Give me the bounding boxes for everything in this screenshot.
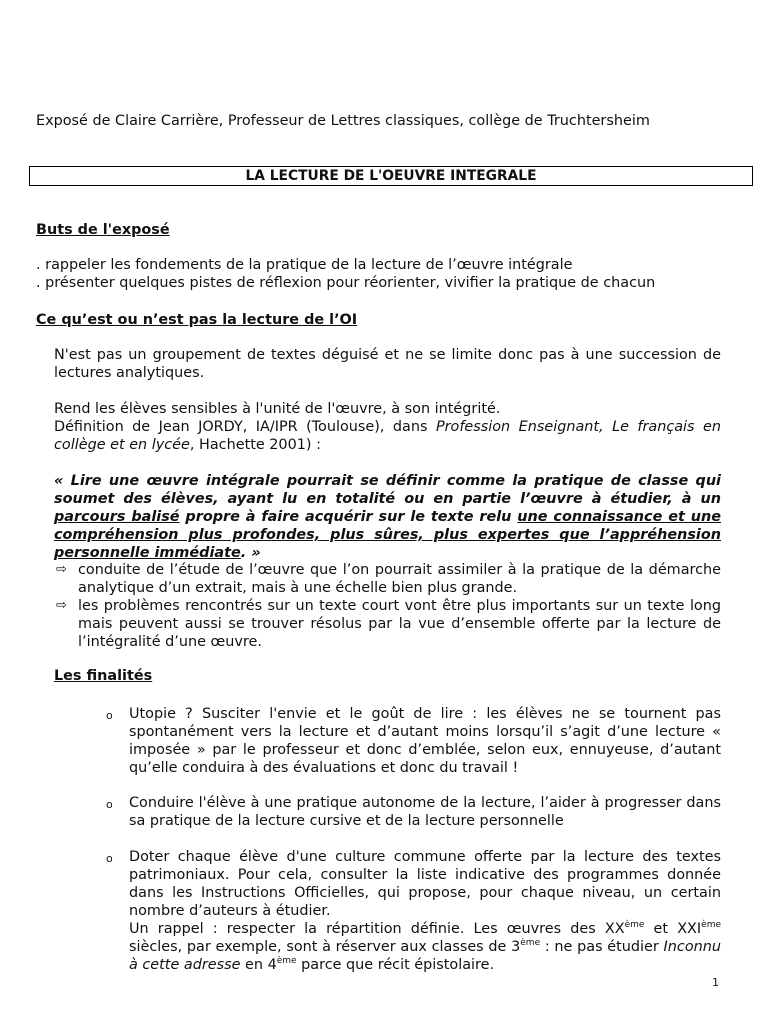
rappel-s3: ème [520,938,541,949]
finalites-heading: Les finalités [54,668,153,684]
arrow-item-1: conduite de l’étude de l’œuvre que l’on pourrait assimiler à la pratique de la démarche analytique d’un extrait, mais à une échelle bien plus grande. [78,562,721,596]
rappel-t4: : ne pas étudier [540,939,664,955]
definition-quote [54,472,721,562]
quote-underline-2: une connaissance et une compréhension plus profondes, plus sûres, plus expertes que l’appréhension personnelle immédiate [54,509,721,561]
rappel-s1: ème [624,920,645,931]
rappel-t3: siècles, par exemple, sont à réserver aux classes de 3 [129,939,521,955]
finalite-item-1: Utopie ? Susciter l'envie et le goût de lire : les élèves ne se tournent pas spontanément vers la lecture et d’autant moins lorsqu’il s’agit d’une lecture « imposée » par le professeur et donc d’emblée, selon eux, ennuyeuse, d’autant qu’elle conduira à des évaluations et donc du travail ! [129,706,721,776]
rappel-t2: et XXI [644,921,702,937]
definition-source [54,418,721,454]
rappel-t1: Un rappel : respecter la répartition définie. Les œuvres des XX [129,921,625,937]
rappel-s2: ème [701,920,721,931]
arrow-bullet-icon: ⇨ [56,562,67,577]
rappel-t6: parce que récit épistolaire. [296,957,495,973]
buts-item-1: . rappeler les fondements de la pratique de la lecture de l’œuvre intégrale [36,257,573,273]
circle-bullet-icon: o [106,852,113,865]
circle-bullet-icon: o [106,798,113,811]
finalite-item-3: Doter chaque élève d'une culture commune offerte par la lecture des textes patrimoniaux. Pour cela, consulter la liste indicative des programmes donnée dans les Instructions Officielles, qui propose, pour chaque niveau, un certain nombre d’auteurs à étudier. [129,849,721,919]
definition-para-2-line: Rend les élèves sensibles à l'unité de l'œuvre, à son intégrité. [54,401,501,417]
page-number: 1 [712,976,719,989]
buts-heading: Buts de l'exposé [36,222,170,238]
rappel-s4: ème [276,956,297,967]
finalite-item-2: Conduire l'élève à une pratique autonome de la lecture, l’aider à progresser dans sa pratique de la lecture cursive et de la lecture personnelle [129,795,721,829]
definition-heading: Ce qu’est ou n’est pas la lecture de l’OI [36,312,358,328]
arrow-item-2: les problèmes rencontrés sur un texte court vont être plus importants sur un texte long mais peuvent aussi se trouver résolus par la vue d’ensemble offerte par la lecture de l’intégralité d’une œuvre. [78,598,721,650]
definition-source-end: , Hachette 2001) : [189,437,321,453]
quote-part-2: propre à faire acquérir sur le texte relu [179,509,518,525]
document-title: LA LECTURE DE L'OEUVRE INTEGRALE [29,166,753,186]
quote-underline-1: parcours balisé [54,509,180,525]
quote-part-1: « Lire une œuvre intégrale pourrait se définir comme la pratique de classe qui soumet des élèves, ayant lu en totalité ou en partie l’œuvre à étudier, à un [54,473,721,507]
intro-line: Exposé de Claire Carrière, Professeur de Lettres classiques, collège de Truchtersheim [36,113,650,129]
quote-end: . » [240,545,261,561]
definition-para-2 [54,400,721,454]
definition-para-1: N'est pas un groupement de textes déguisé et ne se limite donc pas à une succession de lectures analytiques. [54,347,721,381]
rappel-paragraph [129,920,721,974]
definition-source-book: Profession Enseignant, Le français en collège et en lycée [54,419,721,453]
circle-bullet-icon: o [106,709,113,722]
rappel-book-title: Inconnu à cette adresse [129,939,721,973]
buts-item-2: . présenter quelques pistes de réflexion pour réorienter, vivifier la pratique de chacun [36,275,656,291]
rappel-t5: en 4 [240,957,277,973]
arrow-bullet-icon: ⇨ [56,598,67,613]
definition-source-start: Définition de Jean JORDY, IA/IPR (Toulouse), dans [54,419,436,435]
